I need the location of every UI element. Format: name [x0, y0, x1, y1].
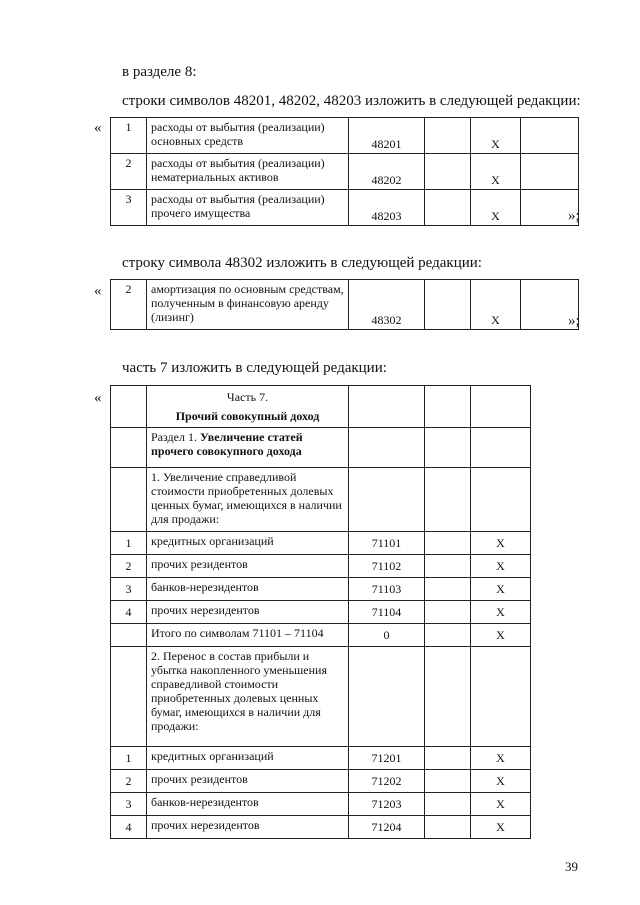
row-mark: X	[471, 578, 531, 601]
row-number: 1	[111, 118, 147, 154]
row-empty-cell	[425, 770, 471, 793]
row-empty-cell	[425, 624, 471, 647]
total-code: 0	[349, 624, 425, 647]
row-mark: X	[471, 154, 521, 190]
row-empty-cell	[425, 601, 471, 624]
row-empty-cell	[425, 154, 471, 190]
row-number: 2	[111, 555, 147, 578]
row-text: кредитных организаций	[147, 532, 349, 555]
row-code: 71203	[349, 793, 425, 816]
row-empty-cell	[349, 647, 425, 747]
row-mark: X	[471, 770, 531, 793]
row-empty-cell	[425, 578, 471, 601]
group-1-title: 1. Увеличение справедливой стоимости приобретенных долевых ценных бумаг, имеющихся в наличии для продажи:	[147, 468, 349, 532]
close-quote-2: »;	[568, 313, 580, 329]
group-2-row	[111, 647, 531, 747]
group-2-title: 2. Перенос в состав прибыли и убытка накопленного уменьшения справедливой стоимости приобретенных долевых ценных бумаг, имеющихся в наличии для продажи:	[147, 647, 349, 747]
row-mark: X	[471, 555, 531, 578]
row-number: 2	[111, 154, 147, 190]
row-empty-cell	[425, 190, 471, 226]
row-empty-cell	[425, 555, 471, 578]
row-empty-cell	[425, 816, 471, 839]
row-mark: X	[471, 816, 531, 839]
row-number: 3	[111, 793, 147, 816]
table-row	[111, 555, 531, 578]
table-part-7	[110, 385, 531, 839]
row-empty-cell	[425, 647, 471, 747]
total-text: Итого по символам 71101 – 71104	[147, 624, 349, 647]
table-row	[111, 770, 531, 793]
row-code: 71101	[349, 532, 425, 555]
row-empty-cell	[425, 747, 471, 770]
row-code: 71204	[349, 816, 425, 839]
row-number: 4	[111, 601, 147, 624]
row-number: 2	[111, 770, 147, 793]
close-quote-1: »;	[568, 208, 580, 224]
total-mark: X	[471, 624, 531, 647]
table-row	[111, 578, 531, 601]
row-code: 71202	[349, 770, 425, 793]
row-code: 71104	[349, 601, 425, 624]
row-empty-cell	[111, 647, 147, 747]
section-title-row	[111, 428, 531, 468]
table-row	[111, 793, 531, 816]
table-row	[111, 118, 579, 154]
table-expenses	[110, 117, 579, 226]
row-empty-cell	[425, 532, 471, 555]
intro-line-48302: строку символа 48302 изложить в следующей редакции:	[122, 255, 482, 271]
row-empty-cell	[425, 280, 471, 330]
row-mark: X	[471, 747, 531, 770]
row-mark: X	[471, 532, 531, 555]
row-number: 4	[111, 816, 147, 839]
table-amortization	[110, 279, 579, 330]
row-empty-cell	[425, 793, 471, 816]
row-empty-cell	[111, 624, 147, 647]
row-mark: X	[471, 280, 521, 330]
open-quote-1: «	[94, 120, 102, 136]
row-code: 48203	[349, 190, 425, 226]
row-empty-cell	[521, 118, 579, 154]
part-title-row	[111, 386, 531, 428]
row-empty-cell	[471, 647, 531, 747]
part-subtitle: Прочий совокупный доход	[175, 409, 320, 423]
table-row	[111, 816, 531, 839]
part-title: Часть 7.	[226, 390, 269, 404]
row-text: прочих резидентов	[147, 555, 349, 578]
table-row	[111, 601, 531, 624]
row-text: амортизация по основным средствам, полученным в финансовую аренду (лизинг)	[147, 280, 349, 330]
row-code: 71103	[349, 578, 425, 601]
row-empty-cell	[425, 118, 471, 154]
row-code: 71102	[349, 555, 425, 578]
row-number: 3	[111, 190, 147, 226]
row-mark: X	[471, 793, 531, 816]
row-text: прочих резидентов	[147, 770, 349, 793]
row-text: расходы от выбытия (реализации) прочего имущества	[147, 190, 349, 226]
row-code: 48201	[349, 118, 425, 154]
row-number: 1	[111, 532, 147, 555]
table-row	[111, 154, 579, 190]
row-empty-cell	[521, 154, 579, 190]
open-quote-2: «	[94, 283, 102, 299]
section-prefix: Раздел 1.	[151, 430, 197, 444]
row-number: 3	[111, 578, 147, 601]
row-text: расходы от выбытия (реализации) основных средств	[147, 118, 349, 154]
table-row	[111, 532, 531, 555]
intro-lines-48201: строки символов 48201, 48202, 48203 изложить в следующей редакции:	[122, 93, 581, 109]
row-number: 2	[111, 280, 147, 330]
row-text: расходы от выбытия (реализации) нематериальных активов	[147, 154, 349, 190]
total-row	[111, 624, 531, 647]
table-row	[111, 190, 579, 226]
row-text: кредитных организаций	[147, 747, 349, 770]
row-mark: X	[471, 118, 521, 154]
row-number: 1	[111, 747, 147, 770]
row-code: 48202	[349, 154, 425, 190]
row-text: прочих нерезидентов	[147, 816, 349, 839]
row-text: банков-нерезидентов	[147, 578, 349, 601]
intro-section-8: в разделе 8:	[122, 64, 197, 80]
table-row	[111, 747, 531, 770]
page-number: 39	[565, 859, 578, 874]
row-mark: X	[471, 601, 531, 624]
intro-part-7: часть 7 изложить в следующей редакции:	[122, 360, 387, 376]
row-text: банков-нерезидентов	[147, 793, 349, 816]
group-1-row	[111, 468, 531, 532]
row-code: 48302	[349, 280, 425, 330]
open-quote-3: «	[94, 390, 102, 406]
section-title: Увеличение статей прочего совокупного дохода	[151, 430, 303, 458]
table-row	[111, 280, 579, 330]
row-mark: X	[471, 190, 521, 226]
row-code: 71201	[349, 747, 425, 770]
row-text: прочих нерезидентов	[147, 601, 349, 624]
